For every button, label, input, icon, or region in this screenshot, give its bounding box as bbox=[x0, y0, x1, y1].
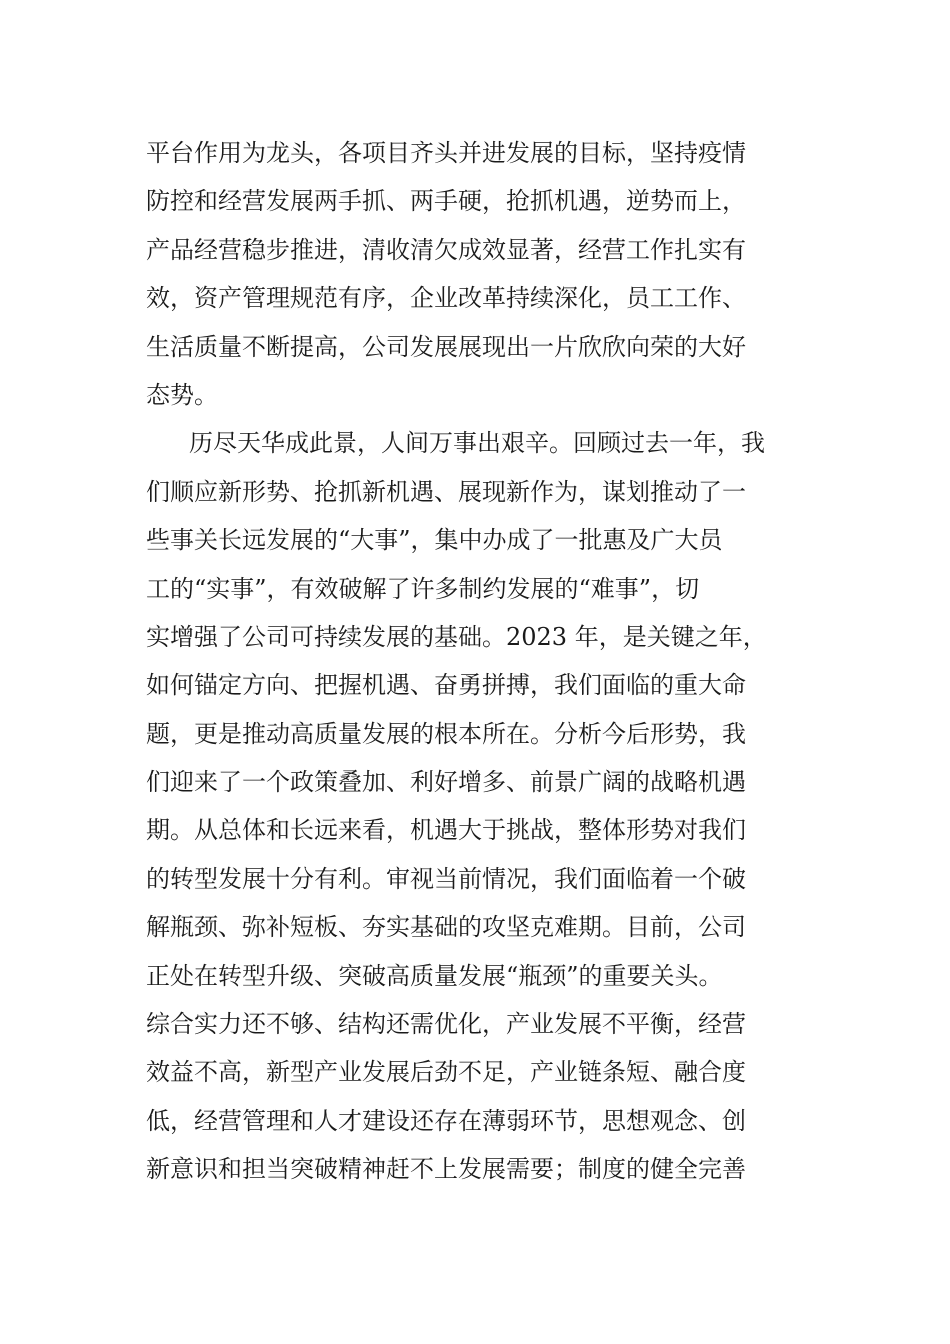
text-line: 们迎来了一个政策叠加、利好增多、前景广阔的战略机遇 bbox=[146, 768, 746, 797]
text-line: 新意识和担当突破精神赶不上发展需要；制度的健全完善 bbox=[146, 1155, 746, 1184]
text-line: 解瓶颈、弥补短板、夯实基础的攻坚克难期。目前，公司 bbox=[146, 913, 746, 942]
text-line: 的转型发展十分有利。审视当前情况，我们面临着一个破 bbox=[146, 864, 746, 893]
text-line: 效益不高，新型产业发展后劲不足，产业链条短、融合度 bbox=[146, 1058, 746, 1087]
text-line: 们顺应新形势、抢抓新机遇、展现新作为，谋划推动了一 bbox=[146, 477, 746, 506]
text-line: 综合实力还不够、结构还需优化，产业发展不平衡，经营 bbox=[146, 1010, 746, 1039]
text-line: 生活质量不断提高，公司发展展现出一片欣欣向荣的大好 bbox=[146, 332, 746, 361]
text-line: 工的“实事”，有效破解了许多制约发展的“难事”，切 bbox=[146, 574, 700, 603]
text-line: 平台作用为龙头，各项目齐头并进发展的目标，坚持疫情 bbox=[146, 139, 746, 167]
paragraph-first-line: 历尽天华成此景，人间万事出艰辛。回顾过去一年，我 bbox=[189, 429, 765, 458]
text-line: 期。从总体和长远来看，机遇大于挑战，整体形势对我们 bbox=[146, 816, 746, 845]
text-line: 态势。 bbox=[146, 380, 218, 409]
text-line: 题，更是推动高质量发展的根本所在。分析今后形势，我 bbox=[146, 719, 746, 748]
text-line: 产品经营稳步推进，清收清欠成效显著，经营工作扎实有 bbox=[146, 235, 746, 264]
text-line: 正处在转型升级、突破高质量发展“瓶颈”的重要关头。 bbox=[146, 961, 723, 990]
text-line: 实增强了公司可持续发展的基础。2023 年，是关键之年， bbox=[146, 622, 767, 651]
text-line: 低，经营管理和人才建设还存在薄弱环节，思想观念、创 bbox=[146, 1106, 746, 1135]
text-line: 如何锚定方向、把握机遇、奋勇拼搏，我们面临的重大命 bbox=[146, 671, 746, 700]
text-line: 效，资产管理规范有序，企业改革持续深化，员工工作、 bbox=[146, 284, 746, 313]
body-text bbox=[146, 129, 816, 1194]
text-line: 防控和经营发展两手抓、两手硬，抢抓机遇，逆势而上， bbox=[146, 187, 746, 216]
text-line: 些事关长远发展的“大事”，集中办成了一批惠及广大员 bbox=[146, 526, 723, 555]
